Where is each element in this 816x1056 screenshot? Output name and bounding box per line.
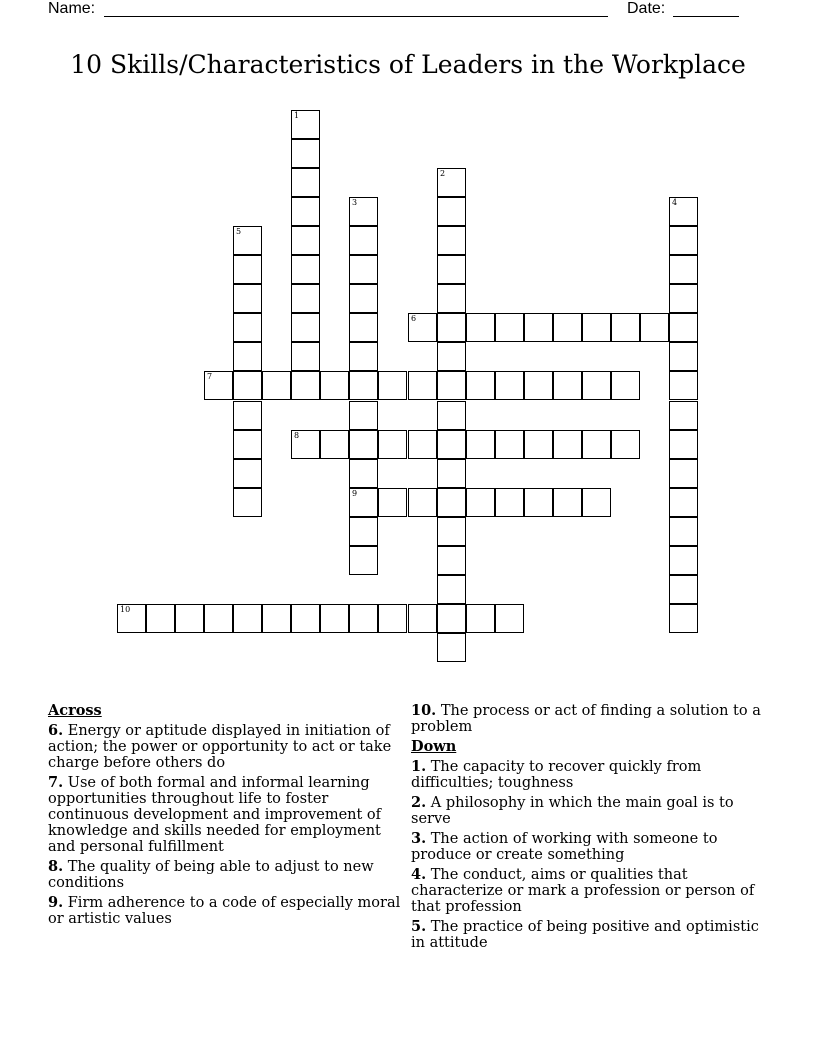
crossword-cell[interactable]	[437, 342, 466, 371]
clue-number: 3.	[411, 830, 427, 847]
crossword-cell[interactable]	[669, 371, 698, 400]
crossword-cell[interactable]	[669, 517, 698, 546]
crossword-cell[interactable]	[204, 604, 233, 633]
date-label: Date:	[627, 0, 666, 17]
crossword-cell[interactable]	[291, 139, 320, 168]
clues-right-column	[411, 703, 771, 955]
clue-text: The process or act of finding a solution to a problem	[411, 703, 761, 735]
crossword-cell[interactable]	[524, 488, 553, 517]
crossword-cell[interactable]	[233, 371, 262, 400]
crossword-cell[interactable]	[233, 430, 262, 459]
crossword-cell[interactable]	[408, 430, 437, 459]
cell-number: 2	[440, 169, 446, 178]
crossword-cell[interactable]	[582, 313, 611, 342]
crossword-cell[interactable]	[553, 488, 582, 517]
crossword-cell[interactable]	[291, 168, 320, 197]
crossword-cell[interactable]	[291, 226, 320, 255]
clue-number: 1.	[411, 758, 427, 775]
crossword-cell[interactable]	[582, 371, 611, 400]
crossword-cell[interactable]	[146, 604, 175, 633]
clue-down-3	[411, 831, 771, 863]
crossword-cell[interactable]	[466, 430, 495, 459]
crossword-cell[interactable]	[291, 604, 320, 633]
crossword-cell[interactable]	[553, 313, 582, 342]
cell-number: 10	[120, 605, 131, 614]
crossword-cell[interactable]	[233, 401, 262, 430]
crossword-cell[interactable]	[669, 546, 698, 575]
clue-text: The conduct, aims or qualities that characterize or mark a profession or person of that profession	[411, 867, 755, 915]
crossword-cell[interactable]	[437, 313, 466, 342]
crossword-cell[interactable]	[233, 488, 262, 517]
crossword-cell[interactable]	[349, 284, 378, 313]
crossword-cell[interactable]	[669, 284, 698, 313]
crossword-cell[interactable]	[669, 459, 698, 488]
crossword-cell[interactable]	[669, 401, 698, 430]
crossword-cell[interactable]	[233, 313, 262, 342]
crossword-cell[interactable]	[437, 430, 466, 459]
crossword-cell[interactable]	[291, 313, 320, 342]
crossword-cell[interactable]	[524, 313, 553, 342]
crossword-cell[interactable]	[408, 604, 437, 633]
crossword-cell[interactable]	[524, 430, 553, 459]
cell-number: 5	[236, 227, 242, 236]
crossword-cell[interactable]	[117, 604, 146, 633]
name-label: Name:	[48, 0, 96, 17]
crossword-cell[interactable]	[669, 226, 698, 255]
crossword-cell[interactable]	[349, 255, 378, 284]
crossword-cell[interactable]	[437, 168, 466, 197]
crossword-cell[interactable]	[611, 430, 640, 459]
crossword-cell[interactable]	[495, 488, 524, 517]
crossword-cell[interactable]	[291, 342, 320, 371]
clue-number: 6.	[48, 722, 64, 739]
clue-number: 4.	[411, 866, 427, 883]
crossword-cell[interactable]	[233, 342, 262, 371]
crossword-cell[interactable]	[204, 371, 233, 400]
clue-text: The capacity to recover quickly from difficulties; toughness	[411, 759, 702, 791]
crossword-cell[interactable]	[437, 546, 466, 575]
cell-number: 3	[352, 198, 358, 207]
clue-down-2	[411, 795, 771, 827]
crossword-cell[interactable]	[611, 313, 640, 342]
crossword-cell[interactable]	[320, 430, 349, 459]
across-heading: Across	[48, 702, 102, 719]
crossword-cell[interactable]	[437, 284, 466, 313]
crossword-cell[interactable]	[495, 371, 524, 400]
crossword-cell[interactable]	[349, 371, 378, 400]
clue-number: 8.	[48, 858, 64, 875]
crossword-cell[interactable]	[262, 604, 291, 633]
clue-text: The quality of being able to adjust to new conditions	[48, 859, 374, 891]
clue-across-7	[48, 775, 408, 855]
crossword-cell[interactable]	[437, 371, 466, 400]
crossword-cell[interactable]	[495, 313, 524, 342]
crossword-cell[interactable]	[378, 430, 407, 459]
clue-across-9	[48, 895, 408, 927]
crossword-cell[interactable]	[553, 371, 582, 400]
crossword-cell[interactable]	[495, 430, 524, 459]
clue-number: 5.	[411, 918, 427, 935]
crossword-cell[interactable]	[349, 517, 378, 546]
clue-down-1	[411, 759, 771, 791]
clue-number: 9.	[48, 894, 64, 911]
crossword-cell[interactable]	[669, 342, 698, 371]
crossword-cell[interactable]	[378, 488, 407, 517]
crossword-cell[interactable]	[669, 430, 698, 459]
crossword-cell[interactable]	[320, 604, 349, 633]
crossword-cell[interactable]	[582, 430, 611, 459]
crossword-cell[interactable]	[233, 604, 262, 633]
clue-number: 7.	[48, 774, 64, 791]
crossword-cell[interactable]	[524, 371, 553, 400]
crossword-cell[interactable]	[262, 371, 291, 400]
clue-text: Energy or aptitude displayed in initiation of action; the power or opportunity to act or take charge before others do	[48, 723, 392, 771]
crossword-cell[interactable]	[437, 226, 466, 255]
crossword-cell[interactable]	[291, 255, 320, 284]
clue-text: The action of working with someone to produce or create something	[411, 831, 718, 863]
clue-across-6	[48, 723, 408, 771]
crossword-cell[interactable]	[437, 401, 466, 430]
crossword-cell[interactable]	[320, 371, 349, 400]
clue-text: The practice of being positive and optimistic in attitude	[411, 919, 759, 951]
cell-number: 1	[294, 111, 300, 120]
crossword-cell[interactable]	[408, 313, 437, 342]
down-heading: Down	[411, 738, 457, 755]
crossword-cell[interactable]	[291, 371, 320, 400]
cell-number: 6	[411, 314, 417, 323]
crossword-cell[interactable]	[233, 459, 262, 488]
crossword-cell[interactable]	[495, 604, 524, 633]
clue-down-4	[411, 867, 771, 915]
crossword-cell[interactable]	[611, 371, 640, 400]
crossword-cell[interactable]	[408, 371, 437, 400]
clue-text: Firm adherence to a code of especially moral or artistic values	[48, 895, 401, 927]
crossword-cell[interactable]	[466, 313, 495, 342]
crossword-cell[interactable]	[349, 226, 378, 255]
crossword-cell[interactable]	[553, 430, 582, 459]
crossword-cell[interactable]	[349, 459, 378, 488]
crossword-cell[interactable]	[437, 517, 466, 546]
clue-text: A philosophy in which the main goal is to serve	[411, 795, 734, 827]
crossword-cell[interactable]	[349, 430, 378, 459]
crossword-cell[interactable]	[233, 255, 262, 284]
crossword-cell[interactable]	[349, 342, 378, 371]
cell-number: 4	[672, 198, 678, 207]
crossword-cell[interactable]	[669, 255, 698, 284]
crossword-cell[interactable]	[378, 604, 407, 633]
crossword-cell[interactable]	[408, 488, 437, 517]
page-title: 10 Skills/Characteristics of Leaders in the Workplace	[70, 50, 746, 79]
crossword-cell[interactable]	[233, 226, 262, 255]
crossword-cell[interactable]	[349, 197, 378, 226]
cell-number: 9	[352, 489, 358, 498]
cell-number: 8	[294, 431, 300, 440]
crossword-cell[interactable]	[437, 575, 466, 604]
crossword-cell[interactable]	[291, 284, 320, 313]
crossword-cell[interactable]	[437, 633, 466, 662]
crossword-cell[interactable]	[437, 488, 466, 517]
crossword-cell[interactable]	[349, 546, 378, 575]
crossword-cell[interactable]	[437, 197, 466, 226]
crossword-cell[interactable]	[669, 575, 698, 604]
crossword-cell[interactable]	[669, 604, 698, 633]
clue-number: 10.	[411, 702, 437, 719]
crossword-cell[interactable]	[349, 313, 378, 342]
cell-number: 7	[207, 372, 213, 381]
crossword-cell[interactable]	[233, 284, 262, 313]
crossword-cell[interactable]	[466, 604, 495, 633]
crossword-cell[interactable]	[466, 371, 495, 400]
clue-across-8	[48, 859, 408, 891]
crossword-cell[interactable]	[349, 401, 378, 430]
crossword-cell[interactable]	[582, 488, 611, 517]
crossword-cell[interactable]	[466, 488, 495, 517]
clue-text: Use of both formal and informal learning opportunities throughout life to foster continuous development and improvement of knowledge and skills needed for employment and personal fulfillment	[48, 775, 382, 855]
crossword-cell[interactable]	[349, 488, 378, 517]
crossword-cell[interactable]	[291, 430, 320, 459]
crossword-cell[interactable]	[437, 255, 466, 284]
crossword-cell[interactable]	[669, 488, 698, 517]
clue-number: 2.	[411, 794, 427, 811]
crossword-cell[interactable]	[291, 197, 320, 226]
crossword-cell[interactable]	[437, 604, 466, 633]
crossword-cell[interactable]	[378, 371, 407, 400]
clues-left-column	[48, 703, 408, 931]
crossword-cell[interactable]	[669, 197, 698, 226]
crossword-cell[interactable]	[640, 313, 669, 342]
crossword-cell[interactable]	[175, 604, 204, 633]
crossword-cell[interactable]	[291, 110, 320, 139]
clue-down-5	[411, 919, 771, 951]
crossword-cell[interactable]	[669, 313, 698, 342]
crossword-cell[interactable]	[437, 459, 466, 488]
clue-across-10	[411, 703, 771, 735]
crossword-cell[interactable]	[349, 604, 378, 633]
